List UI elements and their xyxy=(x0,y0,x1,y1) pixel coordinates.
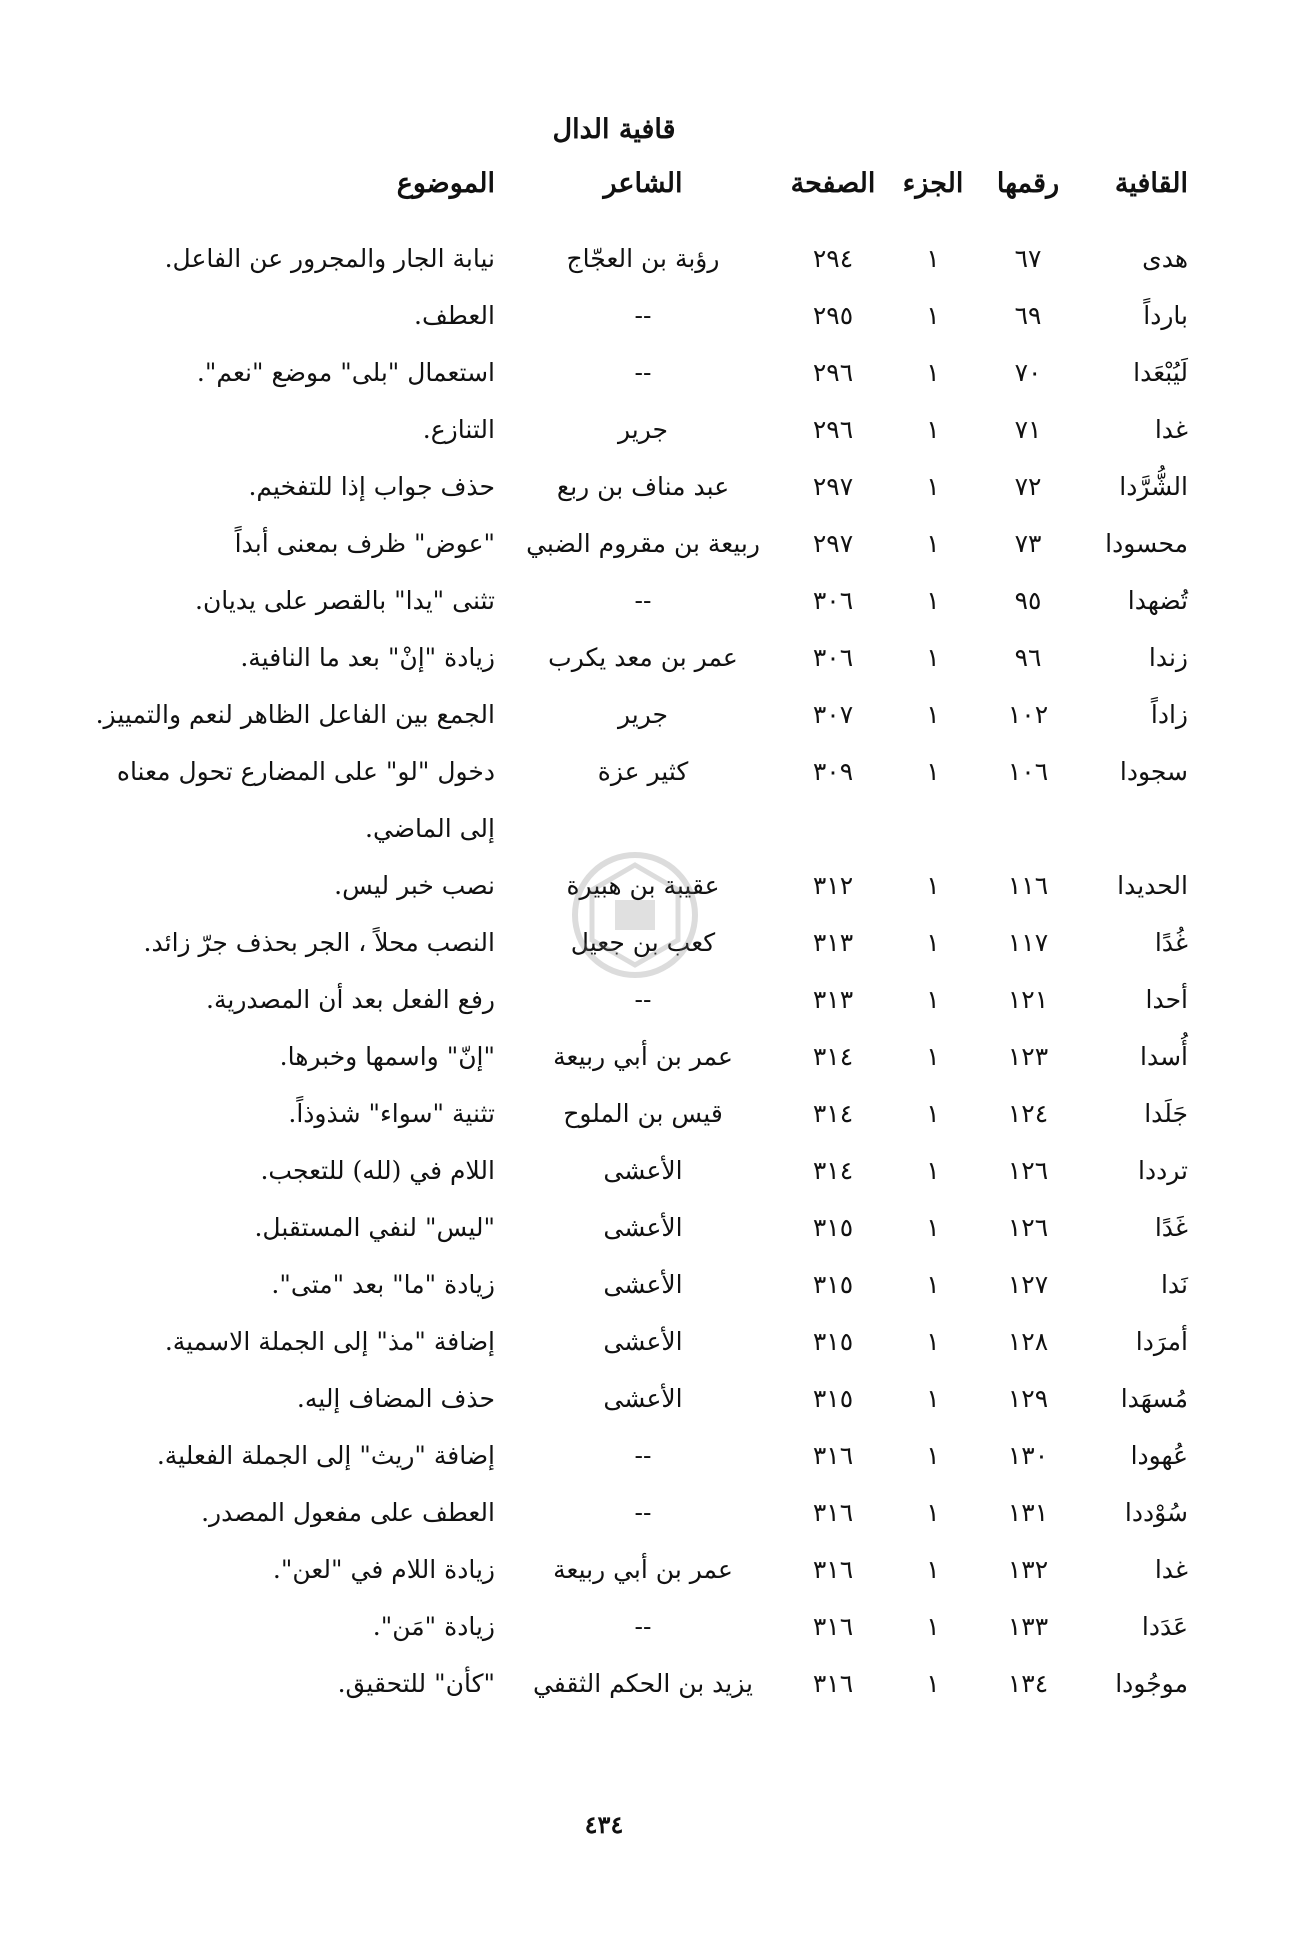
cell-number: ٧٠ xyxy=(1014,358,1042,387)
cell-poet: -- xyxy=(634,1441,652,1470)
cell-page: ٣٠٦ xyxy=(812,586,854,615)
cell-part: ١ xyxy=(926,928,940,957)
cell-poet: يزيد بن الحكم الثقفي xyxy=(532,1669,754,1698)
cell-page: ٢٩٦ xyxy=(812,358,854,387)
section-title: قافية الدال xyxy=(552,114,676,145)
cell-topic: "ليس" لنفي المستقبل. xyxy=(254,1213,495,1242)
cell-page: ٣١٢ xyxy=(812,871,854,900)
cell-part: ١ xyxy=(926,1498,940,1527)
cell-poet: عمر بن معد يكرب xyxy=(548,643,738,672)
cell-page: ٣١٦ xyxy=(812,1555,854,1584)
cell-rhyme: زندا xyxy=(1148,643,1188,672)
cell-part: ١ xyxy=(926,586,940,615)
cell-poet: الأعشى xyxy=(603,1156,683,1185)
cell-number: ٧٢ xyxy=(1014,472,1042,501)
table-row xyxy=(80,572,1188,629)
cell-poet: -- xyxy=(634,358,652,387)
cell-rhyme: الحديدا xyxy=(1117,871,1188,900)
cell-topic: العطف. xyxy=(414,301,495,330)
cell-part: ١ xyxy=(926,1099,940,1128)
cell-poet: -- xyxy=(634,301,652,330)
table-row xyxy=(80,401,1188,458)
cell-part: ١ xyxy=(926,757,940,786)
header-topic: الموضوع xyxy=(396,168,495,199)
cell-page: ٣١٦ xyxy=(812,1498,854,1527)
cell-page: ٣١٥ xyxy=(812,1384,854,1413)
cell-number: ١٣٠ xyxy=(1007,1441,1049,1470)
cell-number: ١٣٤ xyxy=(1007,1669,1049,1698)
cell-rhyme: لَيُبْعَدا xyxy=(1133,358,1188,387)
cell-number: ١٠٢ xyxy=(1007,700,1049,729)
cell-topic: استعمال "بلى" موضع "نعم". xyxy=(196,358,495,387)
cell-part: ١ xyxy=(926,1384,940,1413)
cell-number: ١١٦ xyxy=(1007,871,1049,900)
cell-page: ٢٩٧ xyxy=(812,472,854,501)
cell-poet: ربيعة بن مقروم الضبي xyxy=(526,529,760,558)
cell-rhyme: سُوْددا xyxy=(1124,1498,1188,1527)
cell-number: ١٢٦ xyxy=(1007,1156,1049,1185)
header-number: رقمها xyxy=(996,168,1060,199)
cell-poet: قيس بن الملوح xyxy=(563,1099,723,1128)
header-part: الجزء xyxy=(902,168,964,199)
cell-poet: الأعشى xyxy=(603,1213,683,1242)
cell-rhyme: سجودا xyxy=(1119,757,1188,786)
cell-rhyme: عَدَدا xyxy=(1141,1612,1188,1641)
cell-page: ٣١٥ xyxy=(812,1213,854,1242)
cell-rhyme: جَلَدا xyxy=(1144,1099,1188,1128)
cell-topic: نيابة الجار والمجرور عن الفاعل. xyxy=(164,244,495,273)
cell-topic: تثنية "سواء" شذوذاً. xyxy=(288,1099,495,1128)
page-number: ٤٣٤ xyxy=(584,1810,624,1839)
cell-topic: نصب خبر ليس. xyxy=(334,871,495,900)
cell-number: ١١٧ xyxy=(1007,928,1049,957)
cell-poet: كثير عزة xyxy=(597,757,689,786)
cell-part: ١ xyxy=(926,1555,940,1584)
cell-number: ١٠٦ xyxy=(1007,757,1049,786)
cell-page: ٣١٦ xyxy=(812,1612,854,1641)
cell-number: ٧١ xyxy=(1014,415,1042,444)
cell-page: ٣١٣ xyxy=(812,928,854,957)
cell-part: ١ xyxy=(926,415,940,444)
cell-poet: عقيبة بن هبيرة xyxy=(566,871,720,900)
cell-topic: زيادة "مَن". xyxy=(372,1612,495,1641)
table-row xyxy=(80,1541,1188,1598)
cell-poet: -- xyxy=(634,1498,652,1527)
table-row xyxy=(80,1655,1188,1712)
cell-poet: -- xyxy=(634,586,652,615)
cell-page: ٣١٤ xyxy=(812,1099,854,1128)
cell-page: ٣٠٦ xyxy=(812,643,854,672)
cell-number: ١٢٣ xyxy=(1007,1042,1049,1071)
table-row xyxy=(80,1142,1188,1199)
cell-topic: الجمع بين الفاعل الظاهر لنعم والتمييز. xyxy=(95,700,495,729)
cell-topic: "إنّ" واسمها وخبرها. xyxy=(279,1042,495,1071)
cell-poet: عمر بن أبي ربيعة xyxy=(553,1042,733,1071)
cell-topic: زيادة "ما" بعد "متى". xyxy=(271,1270,495,1299)
cell-rhyme: الشُّرَّدا xyxy=(1119,472,1188,501)
cell-page: ٣٠٩ xyxy=(812,757,854,786)
cell-rhyme: ترددا xyxy=(1138,1156,1188,1185)
cell-rhyme: بارداً xyxy=(1143,301,1188,330)
table-row xyxy=(80,230,1188,287)
cell-part: ١ xyxy=(926,1213,940,1242)
cell-rhyme: موجُودا xyxy=(1115,1669,1188,1698)
cell-rhyme: غَدًا xyxy=(1154,1213,1188,1242)
cell-part: ١ xyxy=(926,1270,940,1299)
cell-topic: رفع الفعل بعد أن المصدرية. xyxy=(206,985,495,1014)
cell-page: ٢٩٦ xyxy=(812,415,854,444)
cell-page: ٣١٤ xyxy=(812,1156,854,1185)
cell-topic: حذف المضاف إليه. xyxy=(296,1384,495,1413)
cell-topic: التنازع. xyxy=(422,415,495,444)
cell-poet: عبد مناف بن ربع xyxy=(556,472,730,501)
cell-page: ٣٠٧ xyxy=(812,700,854,729)
cell-part: ١ xyxy=(926,1441,940,1470)
cell-part: ١ xyxy=(926,472,940,501)
cell-part: ١ xyxy=(926,871,940,900)
cell-part: ١ xyxy=(926,244,940,273)
cell-part: ١ xyxy=(926,1669,940,1698)
table-row xyxy=(80,1085,1188,1142)
cell-poet: الأعشى xyxy=(603,1384,683,1413)
cell-part: ١ xyxy=(926,529,940,558)
cell-part: ١ xyxy=(926,1156,940,1185)
table-row xyxy=(80,1028,1188,1085)
cell-part: ١ xyxy=(926,700,940,729)
cell-poet: كعب بن جعيل xyxy=(570,928,716,957)
table-header-row xyxy=(80,168,1188,230)
cell-number: ١٣١ xyxy=(1007,1498,1049,1527)
table-row xyxy=(80,515,1188,572)
cell-rhyme: أحدا xyxy=(1145,985,1188,1014)
table-row xyxy=(80,1427,1188,1484)
cell-poet: جرير xyxy=(618,415,668,444)
cell-poet: الأعشى xyxy=(603,1270,683,1299)
cell-topic: اللام في (لله) للتعجب. xyxy=(260,1156,495,1185)
cell-number: ١٢١ xyxy=(1007,985,1049,1014)
cell-topic: دخول "لو" على المضارع تحول معناه إلى الماضي. xyxy=(116,757,495,843)
cell-rhyme: مُسهَدا xyxy=(1120,1384,1188,1413)
cell-rhyme: هدى xyxy=(1142,244,1188,273)
cell-page: ٢٩٧ xyxy=(812,529,854,558)
cell-topic: إضافة "ريث" إلى الجملة الفعلية. xyxy=(156,1441,495,1470)
cell-topic: زيادة اللام في "لعن". xyxy=(272,1555,495,1584)
cell-rhyme: محسودا xyxy=(1105,529,1188,558)
cell-number: ١٢٤ xyxy=(1007,1099,1049,1128)
cell-number: ١٣٣ xyxy=(1007,1612,1049,1641)
cell-page: ٢٩٥ xyxy=(812,301,854,330)
cell-number: ١٢٧ xyxy=(1007,1270,1049,1299)
cell-part: ١ xyxy=(926,643,940,672)
cell-number: ٩٥ xyxy=(1014,586,1042,615)
cell-page: ٣١٤ xyxy=(812,1042,854,1071)
cell-topic: تثنى "يدا" بالقصر على يديان. xyxy=(195,586,495,615)
cell-part: ١ xyxy=(926,1327,940,1356)
cell-rhyme: نَدا xyxy=(1160,1270,1188,1299)
cell-number: ٧٣ xyxy=(1014,529,1042,558)
cell-part: ١ xyxy=(926,1612,940,1641)
header-page: الصفحة xyxy=(790,168,876,199)
cell-number: ٦٧ xyxy=(1014,244,1042,273)
cell-poet: عمر بن أبي ربيعة xyxy=(553,1555,733,1584)
cell-page: ٢٩٤ xyxy=(812,244,854,273)
cell-topic: إضافة "مذ" إلى الجملة الاسمية. xyxy=(164,1327,495,1356)
cell-poet: الأعشى xyxy=(603,1327,683,1356)
header-rhyme: القافية xyxy=(1114,168,1188,199)
table-row xyxy=(80,1199,1188,1256)
cell-topic: "عوض" ظرف بمعنى أبداً xyxy=(234,529,495,558)
cell-number: ١٣٢ xyxy=(1007,1555,1049,1584)
cell-poet: -- xyxy=(634,985,652,1014)
cell-rhyme: غُدًا xyxy=(1154,928,1188,957)
cell-page: ٣١٥ xyxy=(812,1327,854,1356)
cell-page: ٣١٣ xyxy=(812,985,854,1014)
cell-rhyme: أمرَدا xyxy=(1135,1327,1188,1356)
cell-part: ١ xyxy=(926,985,940,1014)
cell-number: ٦٩ xyxy=(1014,301,1042,330)
cell-rhyme: زاداً xyxy=(1150,700,1188,729)
cell-topic: زيادة "إنْ" بعد ما النافية. xyxy=(240,643,495,672)
cell-number: ١٢٩ xyxy=(1007,1384,1049,1413)
cell-rhyme: تُضهدا xyxy=(1127,586,1188,615)
cell-part: ١ xyxy=(926,358,940,387)
table-row xyxy=(80,344,1188,401)
cell-topic: حذف جواب إذا للتفخيم. xyxy=(248,472,495,501)
table-row xyxy=(80,1598,1188,1655)
cell-poet: جرير xyxy=(618,700,668,729)
table-row xyxy=(80,686,1188,743)
cell-topic: العطف على مفعول المصدر. xyxy=(201,1498,495,1527)
table-row xyxy=(80,1484,1188,1541)
table-row xyxy=(80,629,1188,686)
cell-page: ٣١٥ xyxy=(812,1270,854,1299)
cell-part: ١ xyxy=(926,301,940,330)
header-poet: الشاعر xyxy=(603,168,683,199)
cell-rhyme: عُهودا xyxy=(1130,1441,1188,1470)
cell-topic: "كأن" للتحقيق. xyxy=(337,1669,495,1698)
table-row xyxy=(80,1256,1188,1313)
table-row xyxy=(80,287,1188,344)
cell-rhyme: غدا xyxy=(1154,415,1188,444)
cell-poet: رؤبة بن العجّاج xyxy=(566,244,720,273)
cell-page: ٣١٦ xyxy=(812,1669,854,1698)
cell-number: ١٢٨ xyxy=(1007,1327,1049,1356)
table-row xyxy=(80,1313,1188,1370)
cell-part: ١ xyxy=(926,1042,940,1071)
cell-topic: النصب محلاً ، الجر بحذف جرّ زائد. xyxy=(143,928,495,957)
cell-rhyme: أُسدا xyxy=(1140,1042,1188,1071)
table-row xyxy=(80,458,1188,515)
cell-number: ١٢٦ xyxy=(1007,1213,1049,1242)
cell-poet: -- xyxy=(634,1612,652,1641)
cell-rhyme: غدا xyxy=(1154,1555,1188,1584)
cell-page: ٣١٦ xyxy=(812,1441,854,1470)
cell-number: ٩٦ xyxy=(1014,643,1042,672)
watermark-seal xyxy=(560,840,710,990)
table-row xyxy=(80,1370,1188,1427)
